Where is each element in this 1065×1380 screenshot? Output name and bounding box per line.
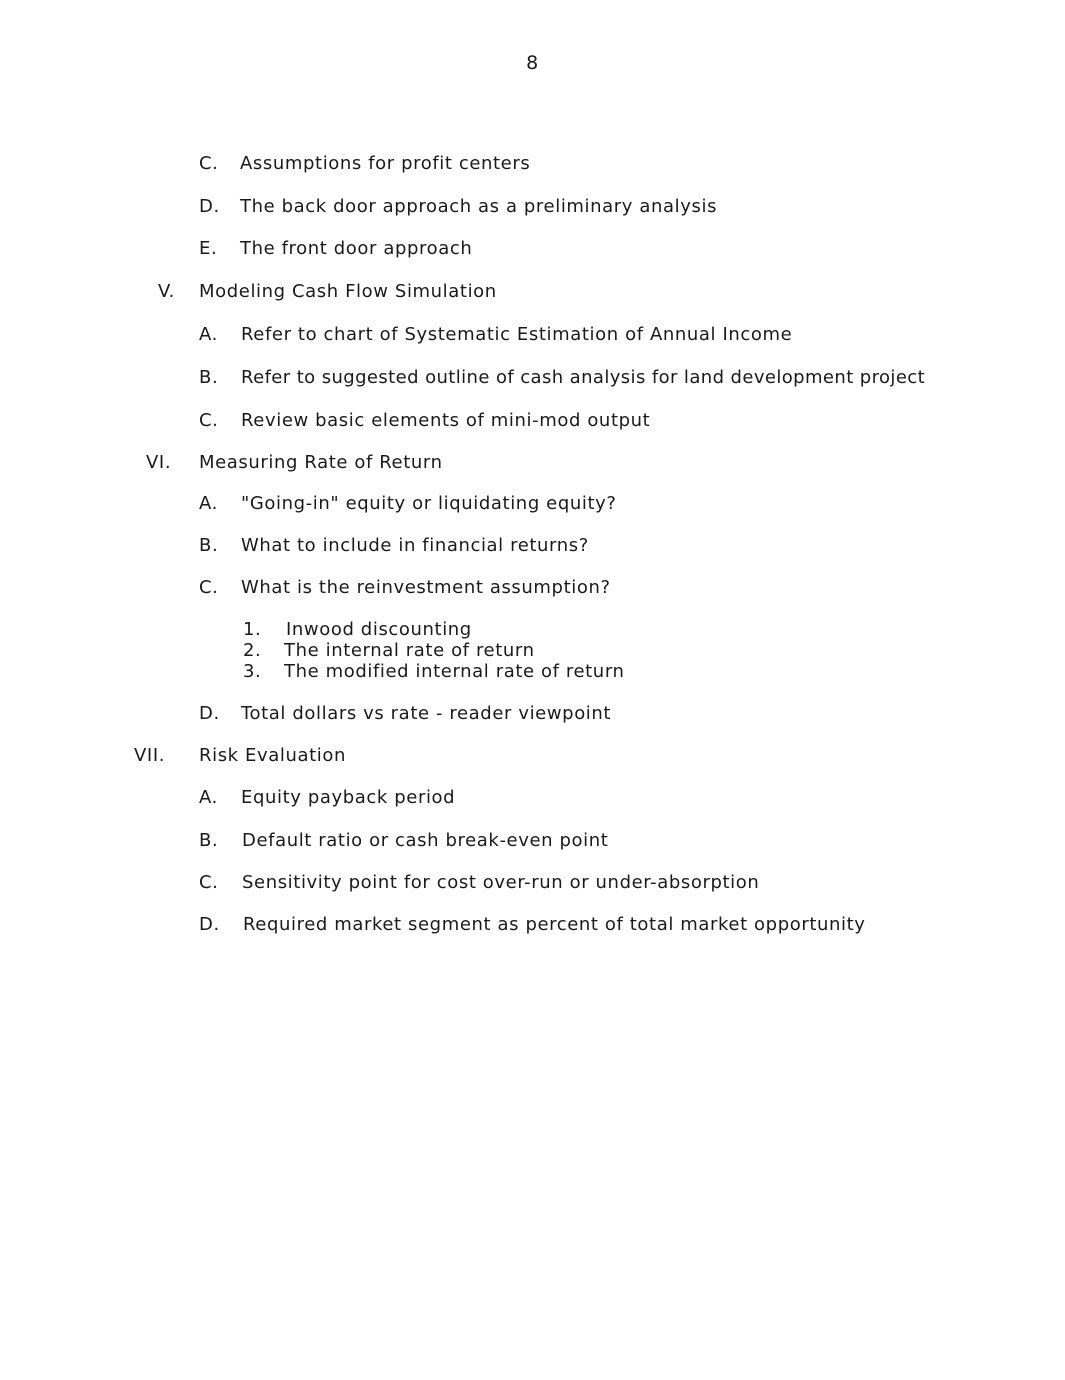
- outline-marker: B.: [199, 830, 219, 851]
- outline-item-text: What to include in financial returns?: [241, 535, 589, 556]
- outline-marker: A.: [199, 324, 218, 345]
- sub-item-marker: 3.: [243, 661, 262, 682]
- outline-item-text: Total dollars vs rate - reader viewpoint: [241, 703, 612, 724]
- section-marker: V.: [158, 281, 175, 302]
- outline-marker: C.: [199, 872, 219, 893]
- outline-marker: C.: [199, 410, 219, 431]
- section-heading: Modeling Cash Flow Simulation: [199, 281, 497, 302]
- outline-marker: C.: [199, 153, 219, 174]
- sub-item-text: Inwood discounting: [286, 619, 472, 640]
- outline-item-text: Required market segment as percent of total market opportunity: [243, 914, 866, 935]
- outline-marker: E.: [199, 238, 218, 259]
- sub-item-marker: 1.: [243, 619, 262, 640]
- outline-item-text: Sensitivity point for cost over-run or under-absorption: [242, 872, 760, 893]
- outline-item-text: Equity payback period: [241, 787, 456, 808]
- outline-item-text: The front door approach: [240, 238, 473, 259]
- outline-marker: C.: [199, 577, 219, 598]
- outline-marker: A.: [199, 493, 218, 514]
- outline-item-text: Review basic elements of mini-mod output: [241, 410, 651, 431]
- outline-item-text: Assumptions for profit centers: [240, 153, 531, 174]
- outline-marker: B.: [199, 535, 219, 556]
- outline-item-text: What is the reinvestment assumption?: [241, 577, 611, 598]
- outline-item-text: Default ratio or cash break-even point: [242, 830, 609, 851]
- sub-item-marker: 2.: [243, 640, 262, 661]
- section-marker: VI.: [146, 452, 172, 473]
- page-number: 8: [526, 52, 539, 74]
- outline-item-text: "Going-in" equity or liquidating equity?: [241, 493, 617, 514]
- sub-item-text: The internal rate of return: [284, 640, 535, 661]
- outline-marker: D.: [199, 703, 220, 724]
- section-heading: Risk Evaluation: [199, 745, 347, 766]
- outline-item-text: The back door approach as a preliminary analysis: [240, 196, 718, 217]
- sub-item-text: The modified internal rate of return: [284, 661, 625, 682]
- section-marker: VII.: [134, 745, 166, 766]
- section-heading: Measuring Rate of Return: [199, 452, 443, 473]
- outline-marker: B.: [199, 367, 219, 388]
- outline-marker: D.: [199, 914, 220, 935]
- outline-item-text: Refer to suggested outline of cash analysis for land development project: [241, 367, 926, 388]
- outline-marker: D.: [199, 196, 220, 217]
- outline-marker: A.: [199, 787, 218, 808]
- outline-item-text: Refer to chart of Systematic Estimation of Annual Income: [241, 324, 793, 345]
